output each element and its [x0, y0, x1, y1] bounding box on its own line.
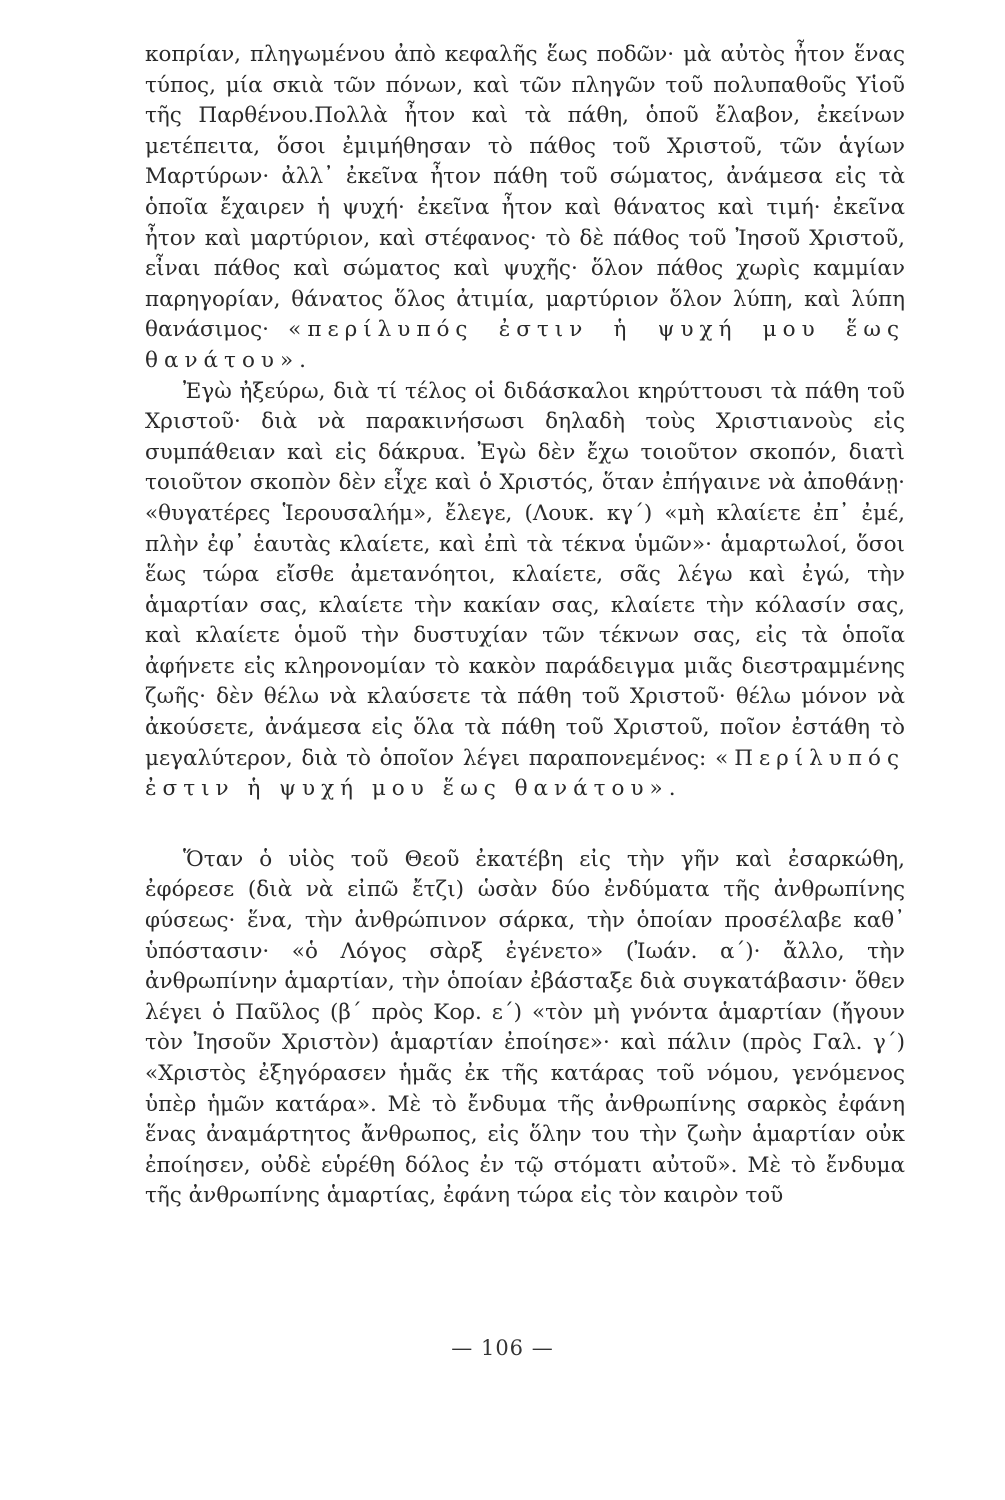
paragraph-3	[145, 845, 905, 1212]
paragraph-1	[145, 40, 905, 377]
paragraph-2-quote: «Περίλυπός ἐστιν ἡ ψυχή μου ἕως θανάτου».	[145, 745, 905, 802]
paragraph-3-text: Ὅταν ὁ υἱὸς τοῦ Θεοῦ ἐκατέβη εἰς τὴν γῆν καὶ ἐσαρκώθη, ἐφόρεσε (διὰ νὰ εἰπῶ ἔτζι) ὡσὰν δύο ἐνδύματα τῆς ἀνθρωπίνης φύσεως· ἕνα, τὴν ἀνθρώπινον σάρκα, τὴν ὁποίαν προσέλαβε καθ᾽ ὑπόστασιν· «ὁ Λόγος σὰρξ ἐγένετο» (Ἰωάν. α΄)· ἄλλο, τὴν ἀνθρωπίνην ἁμαρτίαν, τὴν ὁποίαν ἐβάσταξε διὰ συγκατάβασιν· ὅθεν λέγει ὁ Παῦλος (β΄ πρὸς Κορ. ε΄) «τὸν μὴ γνόντα ἁμαρτίαν (ἤγουν τὸν Ἰησοῦν Χριστὸν) ἁμαρτίαν ἐποίησε»· καὶ πάλιν (πρὸς Γαλ. γ΄) «Χριστὸς ἐξηγόρασεν ἡμᾶς ἐκ τῆς κατάρας τοῦ νόμου, γενόμενος ὑπὲρ ἡμῶν κατάρα». Μὲ τὸ ἔνδυμα τῆς ἀνθρωπίνης σαρκὸς ἐφάνη ἕνας ἀναμάρτητος ἄνθρωπος, εἰς ὅλην του τὴν ζωὴν ἁμαρτίαν οὐκ ἐποίησεν, οὐδὲ εὑρέθη δόλος ἐν τῷ στόματι αὐτοῦ». Μὲ τὸ ἔνδυμα τῆς ἀνθρωπίνης ἁμαρτίας, ἐφάνη τώρα εἰς τὸν καιρὸν τοῦ	[145, 846, 905, 1209]
paragraph-1-quote: «περίλυπός ἐστιν ἡ ψυχή μου ἕως θανάτου».	[145, 317, 905, 373]
paragraph-2	[145, 377, 905, 805]
paragraph-1-text: κοπρίαν, πληγωμένου ἀπὸ κεφαλῆς ἕως ποδῶν· μὰ αὐτὸς ἦτον ἕνας τύπος, μία σκιὰ τῶν πόνων, καὶ τῶν πληγῶν τοῦ πολυπαθοῦς Υἱοῦ τῆς Παρθένου.Πολλὰ ἦτον καὶ τὰ πάθη, ὁποῦ ἔλαβον, ἐκείνων μετέπειτα, ὅσοι ἐμιμήθησαν τὸ πάθος τοῦ Χριστοῦ, τῶν ἁγίων Μαρτύρων· ἀλλ᾽ ἐκεῖνα ἦτον πάθη τοῦ σώματος, ἀνάμεσα εἰς τὰ ὁποῖα ἔχαιρεν ἡ ψυχή· ἐκεῖνα ἦτον καὶ θάνατος καὶ τιμή· ἐκεῖνα ἦτον καὶ μαρτύριον, καὶ στέφανος· τὸ δὲ πάθος τοῦ Ἰησοῦ Χριστοῦ, εἶναι πάθος καὶ σώματος καὶ ψυχῆς· ὅλον πάθος χωρὶς καμμίαν παρηγορίαν, θάνατος ὅλος ἀτιμία, μαρτύριον ὅλον λύπη, καὶ λύπη θανάσιμος·	[145, 42, 905, 343]
page-number: — 106 —	[451, 1336, 554, 1360]
paragraph-2-text: Ἐγὼ ἠξεύρω, διὰ τί τέλος οἱ διδάσκαλοι κηρύττουσι τὰ πάθη τοῦ Χριστοῦ· διὰ νὰ παρακινήσωσι δηλαδὴ τοὺς Χριστιανοὺς εἰς συμπάθειαν καὶ εἰς δάκρυα. Ἐγὼ δὲν ἔχω τοιοῦτον σκοπόν, διατὶ τοιοῦτον σκοπὸν δὲν εἶχε καὶ ὁ Χριστός, ὅταν ἐπήγαινε νὰ ἀποθάνῃ· «θυγατέρες Ἱερουσαλήμ», ἔλεγε, (Λουκ. κγ΄) «μὴ κλαίετε ἐπ᾽ ἐμέ, πλὴν ἐφ᾽ ἑαυτὰς κλαίετε, καὶ ἐπὶ τὰ τέκνα ὑμῶν»· ἁμαρτωλοί, ὅσοι ἕως τώρα εἴσθε ἀμετανόητοι, κλαίετε, σᾶς λέγω καὶ ἐγώ, τὴν ἁμαρτίαν σας, κλαίετε τὴν κακίαν σας, κλαίετε τὴν κόλασίν σας, καὶ κλαίετε ὁμοῦ τὴν δυστυχίαν τῶν τέκνων σας, εἰς τὰ ὁποῖα ἀφήνετε εἰς κληρονομίαν τὸ κακὸν παράδειγμα μιᾶς διεστραμμένης ζωῆς· δὲν θέλω νὰ κλαύσετε τὰ πάθη τοῦ Χριστοῦ· θέλω μόνον νὰ ἀκούσετε, ἀνάμεσα εἰς ὅλα τὰ πάθη τοῦ Χριστοῦ, ποῖον ἐστάθη τὸ μεγαλύτερον, διὰ τὸ ὁποῖον λέγει παραπονεμένος:	[145, 378, 905, 771]
